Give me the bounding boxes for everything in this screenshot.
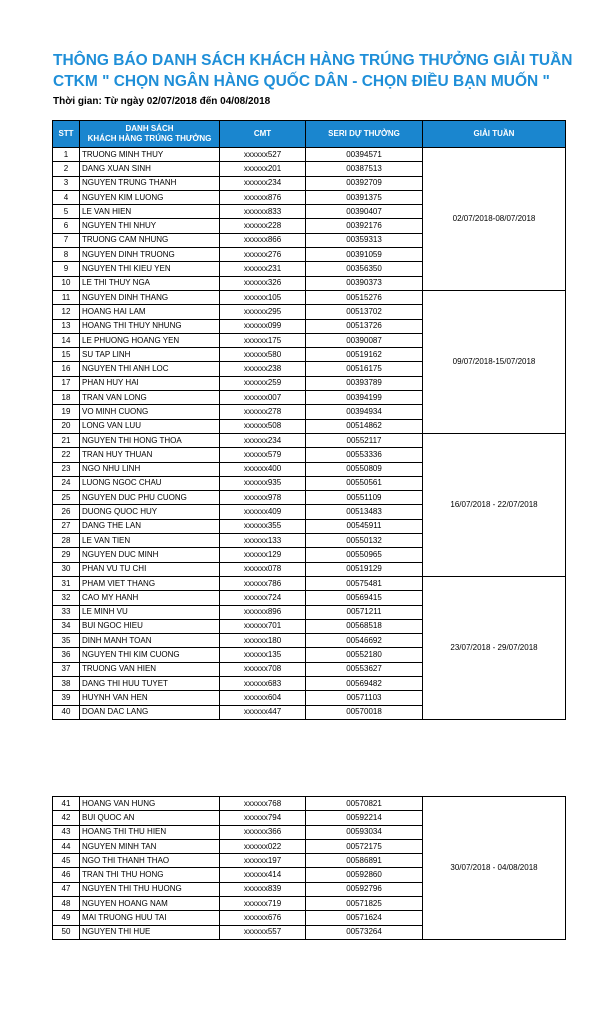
week-period-cell: 30/07/2018 - 04/08/2018 (423, 797, 566, 940)
cmt-cell: xxxxxx326 (220, 276, 306, 290)
seri-cell: 00394571 (306, 148, 423, 162)
stt-cell: 12 (53, 305, 80, 319)
cmt-cell: xxxxxx400 (220, 462, 306, 476)
cmt-cell: xxxxxx180 (220, 634, 306, 648)
stt-cell: 8 (53, 248, 80, 262)
cmt-cell: xxxxxx234 (220, 176, 306, 190)
name-cell: NGUYEN THI KIM CUONG (80, 648, 220, 662)
name-cell: HOANG HAI LAM (80, 305, 220, 319)
name-cell: TRAN VAN LONG (80, 391, 220, 405)
name-cell: HOANG THI THU HIEN (80, 825, 220, 839)
seri-cell: 00569415 (306, 591, 423, 605)
seri-cell: 00568518 (306, 619, 423, 633)
cmt-cell: xxxxxx683 (220, 676, 306, 690)
cmt-cell: xxxxxx414 (220, 868, 306, 882)
table-row (53, 797, 566, 811)
winners-table-continued (52, 796, 566, 940)
seri-cell: 00571103 (306, 691, 423, 705)
name-cell: TRUONG CAM NHUNG (80, 233, 220, 247)
stt-cell: 24 (53, 476, 80, 490)
seri-cell: 00550965 (306, 548, 423, 562)
stt-cell: 10 (53, 276, 80, 290)
name-cell: NGUYEN TRUNG THANH (80, 176, 220, 190)
cmt-cell: xxxxxx978 (220, 491, 306, 505)
cmt-cell: xxxxxx409 (220, 505, 306, 519)
name-cell: BUI QUOC AN (80, 811, 220, 825)
name-cell: TRUONG VAN HIEN (80, 662, 220, 676)
stt-cell: 13 (53, 319, 80, 333)
seri-cell: 00573264 (306, 925, 423, 939)
name-cell: DUONG QUOC HUY (80, 505, 220, 519)
notice-title: THÔNG BÁO DANH SÁCH KHÁCH HÀNG TRÚNG THƯỞNG GIẢI TUẦN (53, 52, 573, 69)
seri-cell: 00359313 (306, 233, 423, 247)
cmt-cell: xxxxxx234 (220, 433, 306, 447)
stt-cell: 38 (53, 676, 80, 690)
seri-cell: 00546692 (306, 634, 423, 648)
cmt-cell: xxxxxx231 (220, 262, 306, 276)
stt-cell: 36 (53, 648, 80, 662)
name-cell: PHAN VU TU CHI (80, 562, 220, 576)
seri-cell: 00519162 (306, 348, 423, 362)
name-cell: NGUYEN HOANG NAM (80, 897, 220, 911)
stt-cell: 46 (53, 868, 80, 882)
seri-cell: 00571211 (306, 605, 423, 619)
cmt-cell: xxxxxx135 (220, 648, 306, 662)
stt-cell: 41 (53, 797, 80, 811)
name-cell: HOANG THI THUY NHUNG (80, 319, 220, 333)
cmt-cell: xxxxxx527 (220, 148, 306, 162)
header-name (80, 121, 220, 148)
cmt-cell: xxxxxx099 (220, 319, 306, 333)
name-cell: NGUYEN DUC PHU CUONG (80, 491, 220, 505)
stt-cell: 33 (53, 605, 80, 619)
seri-cell: 00545911 (306, 519, 423, 533)
stt-cell: 29 (53, 548, 80, 562)
winners-table (52, 120, 566, 720)
stt-cell: 9 (53, 262, 80, 276)
name-cell: NGUYEN DUC MINH (80, 548, 220, 562)
name-cell: NGUYEN THI ANH LOC (80, 362, 220, 376)
seri-cell: 00553627 (306, 662, 423, 676)
seri-cell: 00392709 (306, 176, 423, 190)
seri-cell: 00592796 (306, 882, 423, 896)
seri-cell: 00550561 (306, 476, 423, 490)
name-cell: NGUYEN THI THU HUONG (80, 882, 220, 896)
cmt-cell: xxxxxx022 (220, 839, 306, 853)
stt-cell: 34 (53, 619, 80, 633)
cmt-cell: xxxxxx366 (220, 825, 306, 839)
stt-cell: 4 (53, 190, 80, 204)
seri-cell: 00514862 (306, 419, 423, 433)
stt-cell: 32 (53, 591, 80, 605)
stt-cell: 5 (53, 205, 80, 219)
seri-cell: 00569482 (306, 676, 423, 690)
stt-cell: 20 (53, 419, 80, 433)
cmt-cell: xxxxxx175 (220, 333, 306, 347)
campaign-title: CTKM " CHỌN NGÂN HÀNG QUỐC DÂN - CHỌN ĐIỀU BẠN MUỐN " (53, 73, 550, 90)
name-cell: SU TAP LINH (80, 348, 220, 362)
cmt-cell: xxxxxx701 (220, 619, 306, 633)
name-cell: NGUYEN DINH THANG (80, 290, 220, 304)
name-cell: MAI TRUONG HUU TAI (80, 911, 220, 925)
name-cell: DANG XUAN SINH (80, 162, 220, 176)
cmt-cell: xxxxxx794 (220, 811, 306, 825)
name-cell: TRUONG MINH THUY (80, 148, 220, 162)
seri-cell: 00519129 (306, 562, 423, 576)
seri-cell: 00552117 (306, 433, 423, 447)
name-cell: PHAM VIET THANG (80, 576, 220, 590)
seri-cell: 00593034 (306, 825, 423, 839)
name-cell: LUONG NGOC CHAU (80, 476, 220, 490)
seri-cell: 00550809 (306, 462, 423, 476)
stt-cell: 44 (53, 839, 80, 853)
period-text: Thời gian: Từ ngày 02/07/2018 đến 04/08/2018 (53, 96, 271, 107)
stt-cell: 19 (53, 405, 80, 419)
name-cell: NGUYEN KIM LUONG (80, 190, 220, 204)
seri-cell: 00575481 (306, 576, 423, 590)
cmt-cell: xxxxxx259 (220, 376, 306, 390)
cmt-cell: xxxxxx604 (220, 691, 306, 705)
name-cell: VO MINH CUONG (80, 405, 220, 419)
stt-cell: 26 (53, 505, 80, 519)
stt-cell: 48 (53, 897, 80, 911)
cmt-cell: xxxxxx896 (220, 605, 306, 619)
stt-cell: 37 (53, 662, 80, 676)
cmt-cell: xxxxxx786 (220, 576, 306, 590)
table-row (53, 576, 566, 590)
name-cell: LE PHUONG HOANG YEN (80, 333, 220, 347)
cmt-cell: xxxxxx197 (220, 854, 306, 868)
stt-cell: 28 (53, 534, 80, 548)
name-cell: HOANG VAN HUNG (80, 797, 220, 811)
seri-cell: 00553336 (306, 448, 423, 462)
week-period-cell: 09/07/2018-15/07/2018 (423, 290, 566, 433)
stt-cell: 35 (53, 634, 80, 648)
seri-cell: 00387513 (306, 162, 423, 176)
cmt-cell: xxxxxx228 (220, 219, 306, 233)
cmt-cell: xxxxxx935 (220, 476, 306, 490)
table-header-row (53, 121, 566, 148)
cmt-cell: xxxxxx447 (220, 705, 306, 719)
week-period-cell: 16/07/2018 - 22/07/2018 (423, 433, 566, 576)
name-cell: NGO NHU LINH (80, 462, 220, 476)
seri-cell: 00356350 (306, 262, 423, 276)
stt-cell: 43 (53, 825, 80, 839)
stt-cell: 47 (53, 882, 80, 896)
seri-cell: 00570018 (306, 705, 423, 719)
cmt-cell: xxxxxx580 (220, 348, 306, 362)
cmt-cell: xxxxxx508 (220, 419, 306, 433)
seri-cell: 00592214 (306, 811, 423, 825)
name-cell: PHAN HUY HAI (80, 376, 220, 390)
winners-table-continued-body (53, 797, 566, 940)
name-cell: TRAN HUY THUAN (80, 448, 220, 462)
cmt-cell: xxxxxx278 (220, 405, 306, 419)
stt-cell: 17 (53, 376, 80, 390)
cmt-cell: xxxxxx768 (220, 797, 306, 811)
stt-cell: 49 (53, 911, 80, 925)
cmt-cell: xxxxxx295 (220, 305, 306, 319)
header-name-line1: DANH SÁCH (125, 124, 174, 133)
cmt-cell: xxxxxx708 (220, 662, 306, 676)
seri-cell: 00551109 (306, 491, 423, 505)
seri-cell: 00394934 (306, 405, 423, 419)
seri-cell: 00586891 (306, 854, 423, 868)
name-cell: DANG THI HUU TUYET (80, 676, 220, 690)
seri-cell: 00390087 (306, 333, 423, 347)
cmt-cell: xxxxxx105 (220, 290, 306, 304)
seri-cell: 00552180 (306, 648, 423, 662)
header-cmt: CMT (220, 121, 306, 148)
stt-cell: 30 (53, 562, 80, 576)
stt-cell: 16 (53, 362, 80, 376)
name-cell: NGUYEN THI KIEU YEN (80, 262, 220, 276)
stt-cell: 40 (53, 705, 80, 719)
name-cell: LONG VAN LUU (80, 419, 220, 433)
header-week: GIẢI TUẦN (423, 121, 566, 148)
name-cell: LE VAN HIEN (80, 205, 220, 219)
name-cell: DOAN DAC LANG (80, 705, 220, 719)
name-cell: NGO THI THANH THAO (80, 854, 220, 868)
header-stt: STT (53, 121, 80, 148)
stt-cell: 23 (53, 462, 80, 476)
cmt-cell: xxxxxx719 (220, 897, 306, 911)
seri-cell: 00394199 (306, 391, 423, 405)
stt-cell: 15 (53, 348, 80, 362)
name-cell: DANG THE LAN (80, 519, 220, 533)
seri-cell: 00572175 (306, 839, 423, 853)
header-name-line2: KHÁCH HÀNG TRÚNG THƯỞNG (87, 134, 212, 143)
cmt-cell: xxxxxx276 (220, 248, 306, 262)
cmt-cell: xxxxxx133 (220, 534, 306, 548)
cmt-cell: xxxxxx007 (220, 391, 306, 405)
seri-cell: 00550132 (306, 534, 423, 548)
stt-cell: 45 (53, 854, 80, 868)
stt-cell: 11 (53, 290, 80, 304)
seri-cell: 00571825 (306, 897, 423, 911)
name-cell: NGUYEN MINH TAN (80, 839, 220, 853)
seri-cell: 00515276 (306, 290, 423, 304)
cmt-cell: xxxxxx579 (220, 448, 306, 462)
name-cell: CAO MY HANH (80, 591, 220, 605)
seri-cell: 00513483 (306, 505, 423, 519)
stt-cell: 18 (53, 391, 80, 405)
table-row (53, 148, 566, 162)
header-seri: SERI DỰ THƯỞNG (306, 121, 423, 148)
seri-cell: 00392176 (306, 219, 423, 233)
seri-cell: 00391059 (306, 248, 423, 262)
stt-cell: 22 (53, 448, 80, 462)
seri-cell: 00390373 (306, 276, 423, 290)
seri-cell: 00592860 (306, 868, 423, 882)
name-cell: NGUYEN DINH TRUONG (80, 248, 220, 262)
cmt-cell: xxxxxx724 (220, 591, 306, 605)
seri-cell: 00571624 (306, 911, 423, 925)
stt-cell: 39 (53, 691, 80, 705)
week-period-cell: 02/07/2018-08/07/2018 (423, 148, 566, 291)
name-cell: LE THI THUY NGA (80, 276, 220, 290)
cmt-cell: xxxxxx833 (220, 205, 306, 219)
table-row (53, 433, 566, 447)
stt-cell: 1 (53, 148, 80, 162)
cmt-cell: xxxxxx201 (220, 162, 306, 176)
cmt-cell: xxxxxx355 (220, 519, 306, 533)
seri-cell: 00393789 (306, 376, 423, 390)
seri-cell: 00570821 (306, 797, 423, 811)
name-cell: NGUYEN THI HONG THOA (80, 433, 220, 447)
name-cell: LE VAN TIEN (80, 534, 220, 548)
seri-cell: 00513726 (306, 319, 423, 333)
stt-cell: 14 (53, 333, 80, 347)
name-cell: HUYNH VAN HEN (80, 691, 220, 705)
seri-cell: 00391375 (306, 190, 423, 204)
cmt-cell: xxxxxx866 (220, 233, 306, 247)
table-row (53, 290, 566, 304)
stt-cell: 2 (53, 162, 80, 176)
name-cell: DINH MANH TOAN (80, 634, 220, 648)
cmt-cell: xxxxxx876 (220, 190, 306, 204)
stt-cell: 31 (53, 576, 80, 590)
stt-cell: 3 (53, 176, 80, 190)
name-cell: LE MINH VU (80, 605, 220, 619)
name-cell: BUI NGOC HIEU (80, 619, 220, 633)
name-cell: NGUYEN THI NHUY (80, 219, 220, 233)
winners-table-body (53, 148, 566, 720)
seri-cell: 00513702 (306, 305, 423, 319)
cmt-cell: xxxxxx676 (220, 911, 306, 925)
seri-cell: 00516175 (306, 362, 423, 376)
cmt-cell: xxxxxx557 (220, 925, 306, 939)
stt-cell: 50 (53, 925, 80, 939)
week-period-cell: 23/07/2018 - 29/07/2018 (423, 576, 566, 719)
cmt-cell: xxxxxx129 (220, 548, 306, 562)
stt-cell: 42 (53, 811, 80, 825)
cmt-cell: xxxxxx238 (220, 362, 306, 376)
cmt-cell: xxxxxx078 (220, 562, 306, 576)
stt-cell: 27 (53, 519, 80, 533)
name-cell: TRAN THI THU HONG (80, 868, 220, 882)
seri-cell: 00390407 (306, 205, 423, 219)
stt-cell: 7 (53, 233, 80, 247)
stt-cell: 25 (53, 491, 80, 505)
cmt-cell: xxxxxx839 (220, 882, 306, 896)
stt-cell: 21 (53, 433, 80, 447)
stt-cell: 6 (53, 219, 80, 233)
name-cell: NGUYEN THI HUE (80, 925, 220, 939)
